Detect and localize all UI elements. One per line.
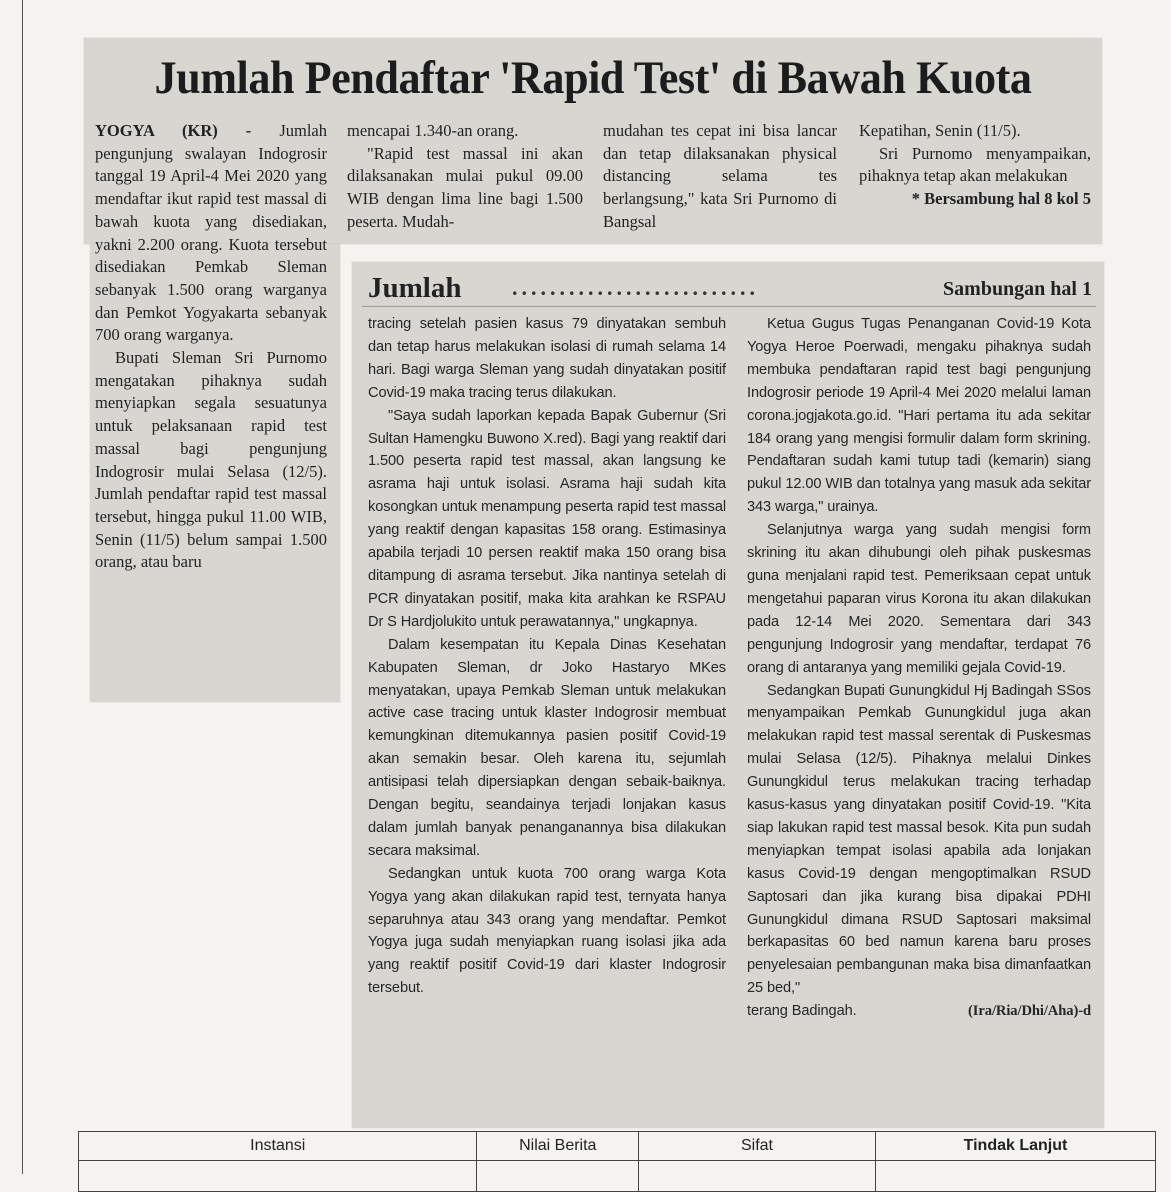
header-instansi: Instansi	[79, 1132, 477, 1161]
headline: Jumlah Pendaftar 'Rapid Test' di Bawah Kuota	[154, 52, 1032, 104]
front-column-2	[347, 120, 583, 234]
front-paragraph: "Rapid test massal ini akan dilaksanakan mulai pukul 09.00 WIB dengan lima line bagi 1.500 peserta. Mudah-	[347, 143, 583, 231]
continuation-paragraph: Sedangkan untuk kuota 700 orang warga Kota Yogya yang akan dilakukan rapid test, ternyata hanya separuhnya atau 343 orang yang mendaftar. Pemkot Yogya juga sudah menyiapkan ruang isolasi jika ada yang reaktif positif Covid-19 dari klaster Indogrosir tersebut.	[368, 865, 726, 997]
front-paragraph: mudahan tes cepat ini bisa lancar dan tetap dilaksanakan physical distancing selama tes berlangsung," kata Sri Purnomo di Bangsal	[603, 121, 837, 231]
cell-nilai-berita	[477, 1161, 639, 1192]
front-column-1	[95, 120, 327, 574]
continuation-paragraph: Selanjutnya warga yang sudah mengisi form skrining itu akan dihubungi oleh pihak puskesmas guna menjalani rapid test. Pemeriksaan cepat untuk mengetahui paparan virus Korona itu akan dilakukan pada 12-14 Mei 2020. Sementara dari 343 pengunjung Indogrosir yang mendaftar, terdapat 76 orang di antaranya yang memiliki gejala Covid-19.	[747, 522, 1091, 676]
front-column-3	[603, 120, 837, 234]
header-tindak-lanjut: Tindak Lanjut	[875, 1132, 1155, 1161]
continuation-keyword: Jumlah	[368, 272, 462, 304]
cell-tindak-lanjut	[875, 1161, 1155, 1192]
front-paragraph: Sri Purnomo menyampaikan, pihaknya tetap akan melakukan	[859, 143, 1091, 186]
evaluation-form-table	[78, 1131, 1156, 1192]
continuation-column-1	[368, 313, 726, 1000]
continuation-reference: Sambungan hal 1	[943, 278, 1092, 300]
header-nilai-berita: Nilai Berita	[477, 1132, 639, 1161]
continuation-header	[362, 270, 1096, 307]
continuation-paragraph: Ketua Gugus Tugas Penanganan Covid-19 Kota Yogya Heroe Poerwadi, mengaku pihaknya sudah membuka pendaftaran rapid test bagi pengunjung Indogrosir periode 19 April-4 Mei 2020 melalui laman corona.jogjakota.go.id. "Hari pertama itu ada sekitar 184 orang yang mengisi formulir dalam form skrining. Pendaftaran sudah kami tutup tadi (kemarin) siang pukul 12.00 WIB dan totalnya yang masuk ada sekitar 343 warga," urainya.	[747, 316, 1091, 516]
cell-instansi	[79, 1161, 477, 1192]
byline: (Ira/Ria/Dhi/Aha)-d	[968, 1003, 1091, 1020]
front-paragraph: Bupati Sleman Sri Purnomo mengatakan pihaknya sudah menyiapkan segala sesuatunya untuk pelaksanaan rapid test massal bagi pengunjung Indogrosir mulai Selasa (12/5). Jumlah pendaftar rapid test massal tersebut, hingga pukul 11.00 WIB, Senin (11/5) belum sampai 1.500 orang, atau baru	[95, 348, 327, 572]
front-column-4	[859, 120, 1091, 211]
front-paragraph: YOGYA (KR) - Jumlah pengunjung swalayan Indogrosir tanggal 19 April-4 Mei 2020 yang mendaftar ikut rapid test massal di bawah kuota yang disediakan, yakni 2.200 orang. Kuota tersebut disediakan Pemkab Sleman sebanyak 1.500 orang warganya dan Pemkot Yogyakarta sebanyak 700 orang warganya.	[95, 121, 327, 345]
leader-dots: ..........................	[512, 275, 759, 300]
front-paragraph: Kepatihan, Senin (11/5).	[859, 121, 1021, 140]
page-margin-line	[22, 0, 23, 1174]
cell-sifat	[639, 1161, 876, 1192]
continuation-paragraph: Sedangkan Bupati Gunungkidul Hj Badingah SSos menyampaikan Pemkab Gunungkidul juga akan melakukan rapid test massal serentak di Puskesmas mulai Selasa (12/5). Pihaknya melalui Dinkes Gunungkidul terus melakukan tracing terhadap kasus-kasus yang dinyatakan positif Covid-19. "Kita siap lakukan rapid test massal besok. Kita pun sudah menyiapkan tempat isolasi apabila ada lonjakan kasus Covid-19 dengan mengoptimalkan RSUD Saptosari dan jika kurang bisa dipakai PDHI Gunungkidul dimana RSUD Saptosari maksimal berkapasitas 60 bed namun karena baru proses penyelesaian pembangunan maka bisa dimanfaatkan 25 bed,"	[747, 682, 1091, 997]
closing-text: terang Badingah.	[747, 1003, 857, 1020]
continuation-paragraph: tracing setelah pasien kasus 79 dinyatakan sembuh dan tetap harus melakukan isolasi di rumah selama 14 hari. Bagi warga Sleman yang sudah dinyatakan positif Covid-19 maka tracing terus dilakukan.	[368, 316, 726, 401]
continued-notice: * Bersambung hal 8 kol 5	[911, 189, 1091, 209]
continuation-paragraph: Dalam kesempatan itu Kepala Dinas Kesehatan Kabupaten Sleman, dr Joko Hastaryo MKes menyatakan, upaya Pemkab Sleman untuk melakukan active case tracing untuk klaster Indogrosir membuat kemungkinan ditemukannya pasien positif Covid-19 akan semakin besar. Oleh karena itu, sejumlah antisipasi telah dipersiapkan dengan sebaik-baiknya. Dengan begitu, seandainya terjadi lonjakan kasus dalam jumlah banyak penanganannya bisa dilakukan secara maksimal.	[368, 636, 726, 859]
dateline: YOGYA (KR) -	[95, 121, 252, 140]
header-sifat: Sifat	[639, 1132, 876, 1161]
front-paragraph: mencapai 1.340-an orang.	[347, 121, 519, 140]
closing-line	[747, 1000, 1091, 1023]
continuation-column-2	[747, 313, 1091, 1023]
continuation-paragraph: "Saya sudah laporkan kepada Bapak Gubernur (Sri Sultan Hamengku Buwono X.red). Bagi yang reaktif dari 1.500 peserta rapid test massal, akan langsung ke asrama haji untuk isolasi. Asrama haji sudah kita kosongkan untuk menampung peserta rapid test massal yang reaktif dengan kapasitas 158 orang. Estimasinya apabila terjadi 10 persen reaktif maka 150 orang bisa ditampung di asrama tersebut. Jika nantinya setelah di PCR dinyatakan positif, maka kita arahkan ke RSPAU Dr S Hardjolukito untuk perawatannya," ungkapnya.	[368, 407, 726, 630]
